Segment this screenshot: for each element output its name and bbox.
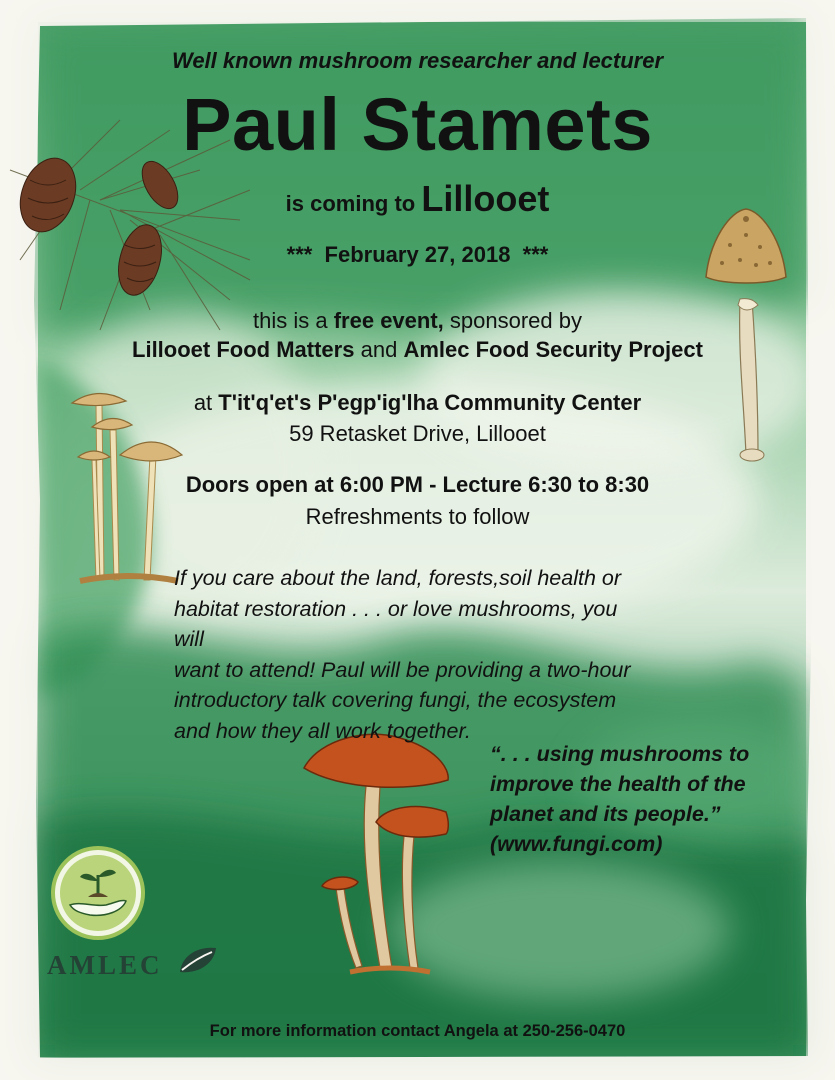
description-paragraph	[174, 563, 644, 746]
description-line: want to attend! Paul will be providing a two-hour	[174, 657, 631, 682]
venue-address: 59 Retasket Drive, Lillooet	[289, 421, 546, 446]
free-event-line	[0, 308, 835, 334]
amlec-logo-text: AMLEC	[47, 950, 163, 980]
description-line: If you care about the land, forests,soil health or	[174, 566, 621, 590]
sponsored-by: sponsored by	[449, 308, 582, 333]
seedling-hand-icon	[50, 845, 146, 941]
venue-prefix: at	[193, 390, 213, 415]
refreshments-note: Refreshments to follow	[305, 504, 530, 529]
quote-line: planet and its people.”	[490, 802, 721, 826]
coming-line	[0, 178, 835, 220]
orange-mushroom-cluster-icon	[300, 728, 460, 976]
free-prefix: this is a	[253, 308, 328, 333]
schedule-times: Doors open at 6:00 PM - Lecture 6:30 to 8:30	[185, 472, 650, 497]
description-line: introductory talk covering fungi, the ecosystem	[174, 688, 617, 712]
description-line: habitat restoration . . . or love mushrooms, you will	[174, 596, 618, 651]
sponsor-lillooet-food-matters: Lillooet Food Matters	[132, 337, 355, 362]
sponsors-line	[0, 337, 835, 363]
contact-footer: For more information contact Angela at 250-256-0470	[209, 1022, 626, 1040]
quote-line: “. . . using mushrooms to	[490, 742, 750, 766]
venue-line	[0, 390, 835, 416]
kicker-line: Well known mushroom researcher and lecturer	[171, 48, 664, 73]
sponsor-amlec: Amlec Food Security Project	[403, 337, 703, 362]
quote-source: (www.fungi.com)	[490, 832, 663, 856]
speaker-name: Paul Stamets	[182, 83, 653, 166]
leaf-icon	[176, 944, 218, 978]
event-date: *** February 27, 2018 ***	[286, 242, 549, 267]
free-event-label: free event,	[333, 308, 444, 333]
quote-line: improve the health of the	[490, 772, 746, 796]
sponsor-and: and	[360, 337, 398, 362]
quote-block	[490, 739, 810, 859]
coming-prefix: is coming to	[285, 191, 416, 216]
description-line: and how they all work together.	[174, 718, 471, 743]
venue-name: T'it'q'et's P'egp'ig'lha Community Center	[218, 390, 642, 415]
town-name: Lillooet	[421, 178, 550, 219]
